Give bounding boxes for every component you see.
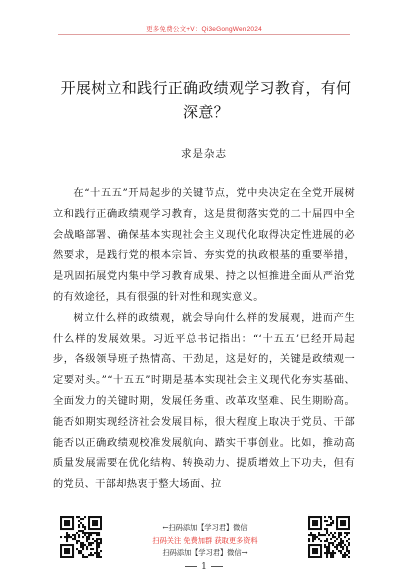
- page-number-value: 1: [201, 562, 207, 572]
- article-body: [53, 184, 355, 496]
- page-number: [0, 562, 408, 572]
- footer-text: [110, 522, 300, 560]
- footer-line-1: ←扫码添加【学习君】微信: [162, 523, 248, 532]
- footer-line-3: 扫码添加【学习君】微信→: [162, 548, 248, 557]
- qr-code-right-icon[interactable]: [308, 516, 350, 558]
- page-number-right-rule: [211, 566, 223, 567]
- article-publisher: 求是杂志: [181, 148, 227, 160]
- article-title: 开展树立和践行正确政绩观学习教育，有何深意？: [60, 79, 352, 121]
- qr-code-left-icon[interactable]: [60, 516, 102, 558]
- paragraph: 在“十五五”开局起步的关键节点，党中央决定在全党开展树立和践行正确政绩观学习教育，这是贯彻落实党的二十届四中全会战略部署、确保基本实现社会主义现代化取得决定性进展的必然要求，是践行党的根本宗旨、夯实党的执政根基的重要举措，是巩固拓展党内集中学习教育成果、持之以恒推进全面从严治党的有效途径，具有很强的针对性和现实意义。: [53, 188, 355, 303]
- header-divider: [58, 34, 350, 35]
- page-number-left-rule: [185, 566, 197, 567]
- paragraph: 树立什么样的政绩观，就会导向什么样的发展观，进而产生什么样的发展效果。习近平总书记指出：“‘十五五’已经开局起步，各级领导班子热情高、干劲足，这是好的，关键是政绩观一定要对头。”“十五五”时期是基本实现社会主义现代化夯实基础、全面发力的关键时期，发展任务重、改革攻坚难、民生期盼高。能否如期实现经济社会发展目标，很大程度上取决于党员、干部能否以正确政绩观校准发展航向、踏实干事创业。比如，推动高质量发展需要在优化结构、转换动力、提质增效上下功夫，但有的党员、干部却热衷于整大场面、拉: [53, 312, 355, 491]
- footer-line-2: 扫码关注 免费加群 获取更多资料: [152, 535, 258, 545]
- header-note: 更多免费公文+V：Qi3eGongWen2024: [146, 26, 262, 33]
